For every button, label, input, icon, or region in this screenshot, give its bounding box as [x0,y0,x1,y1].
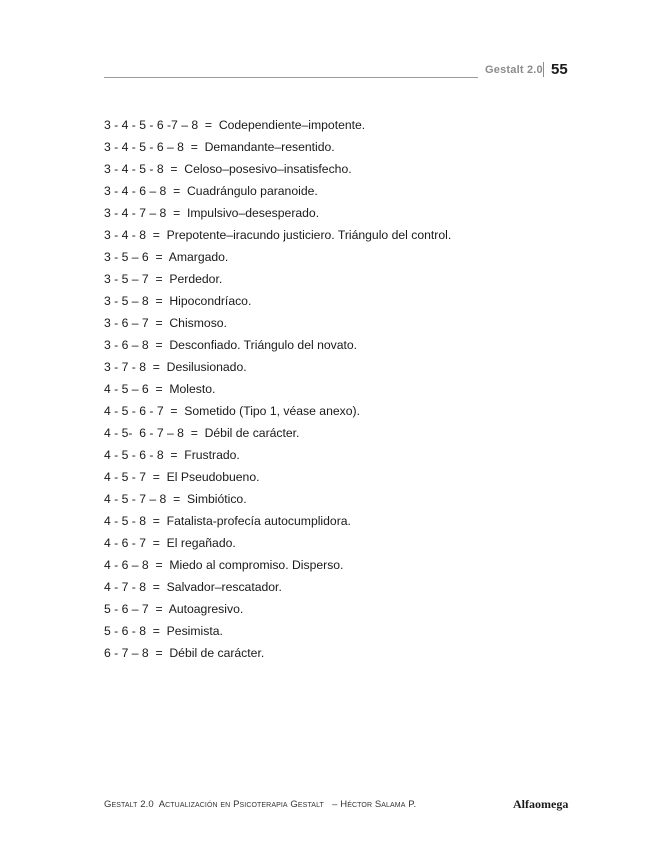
list-item: 3 - 6 – 7 = Chismoso. [104,316,227,330]
list-item: 3 - 4 - 8 = Prepotente–iracundo justiciero. Triángulo del control. [104,228,452,242]
list-item: 4 - 7 - 8 = Salvador–rescatador. [104,580,282,594]
list-item: 4 - 5- 6 - 7 – 8 = Débil de carácter. [104,426,300,440]
running-header-title: Gestalt 2.0 [485,64,543,76]
list-item: 4 - 5 - 6 - 7 = Sometido (Tipo 1, véase anexo). [104,404,360,418]
header-separator [543,62,544,77]
list-item: 4 - 5 – 6 = Molesto. [104,382,216,396]
list-item: 3 - 6 – 8 = Desconfiado. Triángulo del novato. [104,338,358,352]
combination-list [104,116,451,666]
list-item: 3 - 4 - 5 - 6 -7 – 8 = Codependiente–impotente. [104,118,366,132]
list-item: 6 - 7 – 8 = Débil de carácter. [104,646,265,660]
list-item: 3 - 5 – 8 = Hipocondríaco. [104,294,252,308]
list-item: 3 - 4 - 7 – 8 = Impulsivo–desesperado. [104,206,320,220]
list-item: 3 - 7 - 8 = Desilusionado. [104,360,247,374]
list-item: 3 - 4 - 5 - 8 = Celoso–posesivo–insatisfecho. [104,162,352,176]
publisher-logo: Alfaomega [513,797,569,811]
page-number: 55 [551,61,568,78]
list-item: 4 - 5 - 8 = Fatalista-profecía autocumplidora. [104,514,351,528]
header-rule [104,77,478,78]
list-item: 3 - 4 - 6 – 8 = Cuadrángulo paranoide. [104,184,318,198]
list-item: 3 - 5 – 7 = Perdedor. [104,272,223,286]
running-footer-title: Gestalt 2.0 Actualización en Psicoterapia Gestalt – Héctor Salama P. [104,799,417,810]
list-item: 4 - 5 - 6 - 8 = Frustrado. [104,448,240,462]
list-item: 4 - 6 - 7 = El regañado. [104,536,236,550]
list-item: 4 - 6 – 8 = Miedo al compromiso. Disperso. [104,558,344,572]
list-item: 4 - 5 - 7 = El Pseudobueno. [104,470,260,484]
list-item: 5 - 6 – 7 = Autoagresivo. [104,602,244,616]
list-item: 4 - 5 - 7 – 8 = Simbiótico. [104,492,247,506]
list-item: 3 - 4 - 5 - 6 – 8 = Demandante–resentido. [104,140,335,154]
list-item: 5 - 6 - 8 = Pesimista. [104,624,223,638]
list-item: 3 - 5 – 6 = Amargado. [104,250,229,264]
